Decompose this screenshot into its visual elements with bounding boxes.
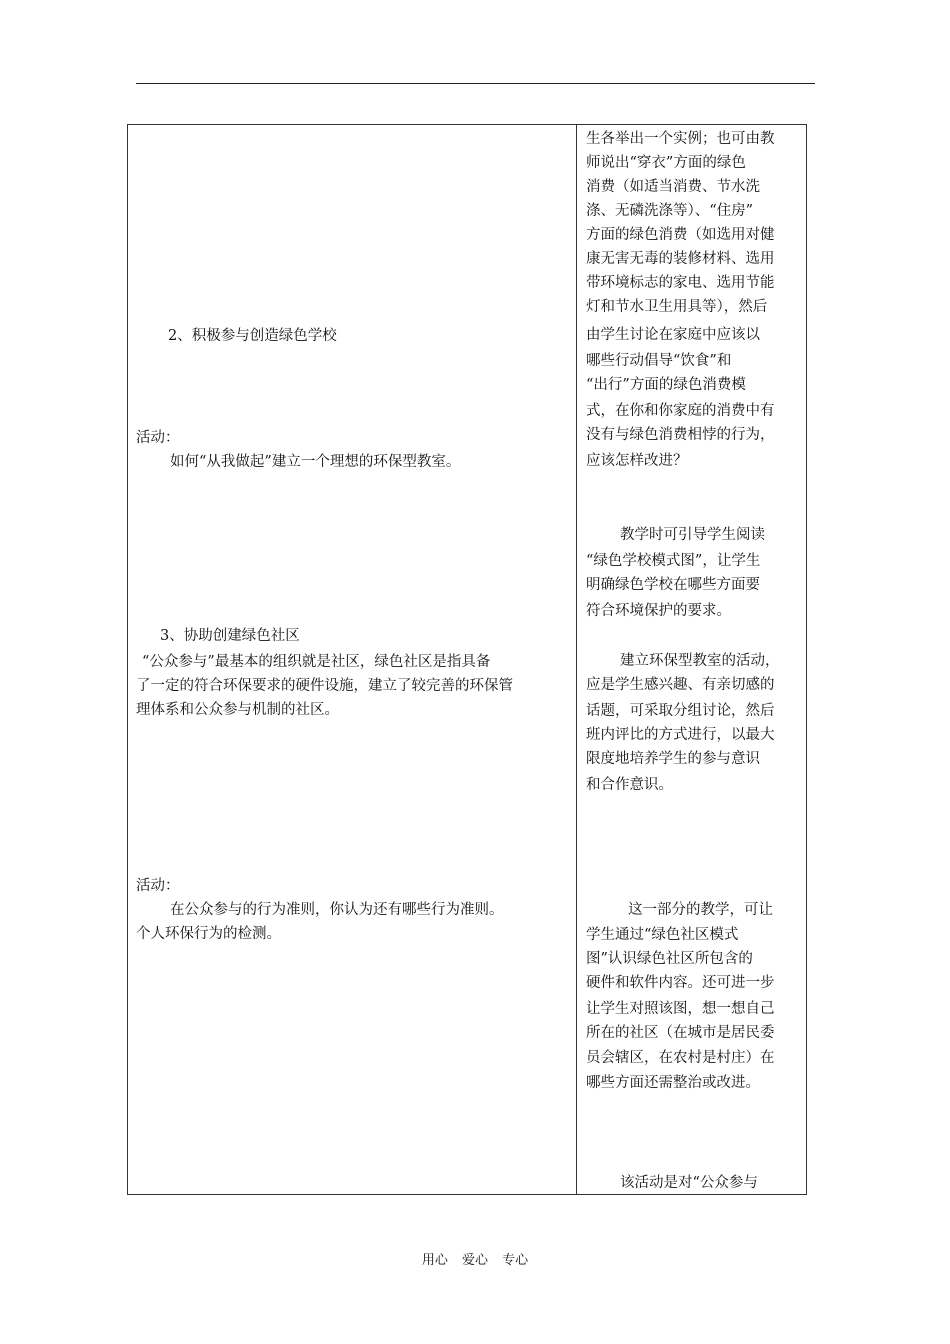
header-rule <box>136 83 815 84</box>
activity-text: 在公众参与的行为准则，你认为还有哪些行为准则。 <box>170 902 504 918</box>
note-line: “出行”方面的绿色消费模 <box>586 377 746 393</box>
note-line: 员会辖区，在农村是村庄）在 <box>586 1050 775 1066</box>
note-line: 方面的绿色消费（如选用对健 <box>586 227 775 243</box>
note-line: 由学生讨论在家庭中应该以 <box>586 327 760 343</box>
note-line: 康无害无毒的装修材料、选用 <box>586 251 775 267</box>
note-line: 没有与绿色消费相悖的行为， <box>586 427 775 443</box>
note-line: 班内评比的方式进行，以最大 <box>586 727 775 743</box>
paragraph-line: 了一定的符合环保要求的硬件设施，建立了较完善的环保管 <box>136 678 513 694</box>
paragraph-line: 理体系和公众参与机制的社区。 <box>136 702 339 718</box>
note-line: 话题，可采取分组讨论，然后 <box>586 703 775 719</box>
note-line: 哪些行动倡导“饮食”和 <box>586 353 732 369</box>
column-divider <box>576 124 577 1195</box>
activity-text: 如何“从我做起”建立一个理想的环保型教室。 <box>170 454 461 470</box>
activity-label: 活动： <box>136 878 180 894</box>
note-line: 师说出“穿衣”方面的绿色 <box>586 155 746 171</box>
note-line: 让学生对照该图，想一想自己 <box>586 1001 775 1017</box>
note-line: 应是学生感兴趣、有亲切感的 <box>586 677 775 693</box>
note-line: 硬件和软件内容。还可进一步 <box>586 975 775 991</box>
note-line: 限度地培养学生的参与意识 <box>586 751 760 767</box>
paragraph-line: “公众参与”最基本的组织就是社区，绿色社区是指具备 <box>142 654 491 670</box>
note-line: “绿色学校模式图”，让学生 <box>586 553 761 569</box>
page-footer: 用心 爱心 专心 <box>421 1253 529 1268</box>
section-heading-green-school: 2、积极参与创造绿色学校 <box>168 328 337 344</box>
note-line: 灯和节水卫生用具等），然后 <box>586 299 768 315</box>
note-line: 哪些方面还需整治或改进。 <box>586 1075 760 1091</box>
note-line: 明确绿色学校在哪些方面要 <box>586 577 760 593</box>
note-line: 这一部分的教学，可让 <box>628 902 773 918</box>
note-line: 应该怎样改进？ <box>586 453 688 469</box>
note-line: 学生通过“绿色社区模式 <box>586 927 739 943</box>
activity-label: 活动： <box>136 430 180 446</box>
note-line: 该活动是对“公众参与 <box>620 1175 758 1191</box>
note-line: 教学时可引导学生阅读 <box>620 527 765 543</box>
note-line: 生各举出一个实例；也可由教 <box>586 131 775 147</box>
note-line: 建立环保型教室的活动， <box>620 653 780 669</box>
note-line: 和合作意识。 <box>586 777 673 793</box>
note-line: 带环境标志的家电、选用节能 <box>586 275 775 291</box>
section-heading-green-community: 3、协助创建绿色社区 <box>160 628 300 644</box>
note-line: 所在的社区（在城市是居民委 <box>586 1025 775 1041</box>
note-line: 消费（如适当消费、节水洗 <box>586 179 760 195</box>
note-line: 符合环境保护的要求。 <box>586 603 731 619</box>
note-line: 式，在你和你家庭的消费中有 <box>586 403 775 419</box>
activity-text: 个人环保行为的检测。 <box>136 926 281 942</box>
note-line: 图”认识绿色社区所包含的 <box>586 951 753 967</box>
note-line: 涤、无磷洗涤等）、“住房” <box>586 203 754 219</box>
